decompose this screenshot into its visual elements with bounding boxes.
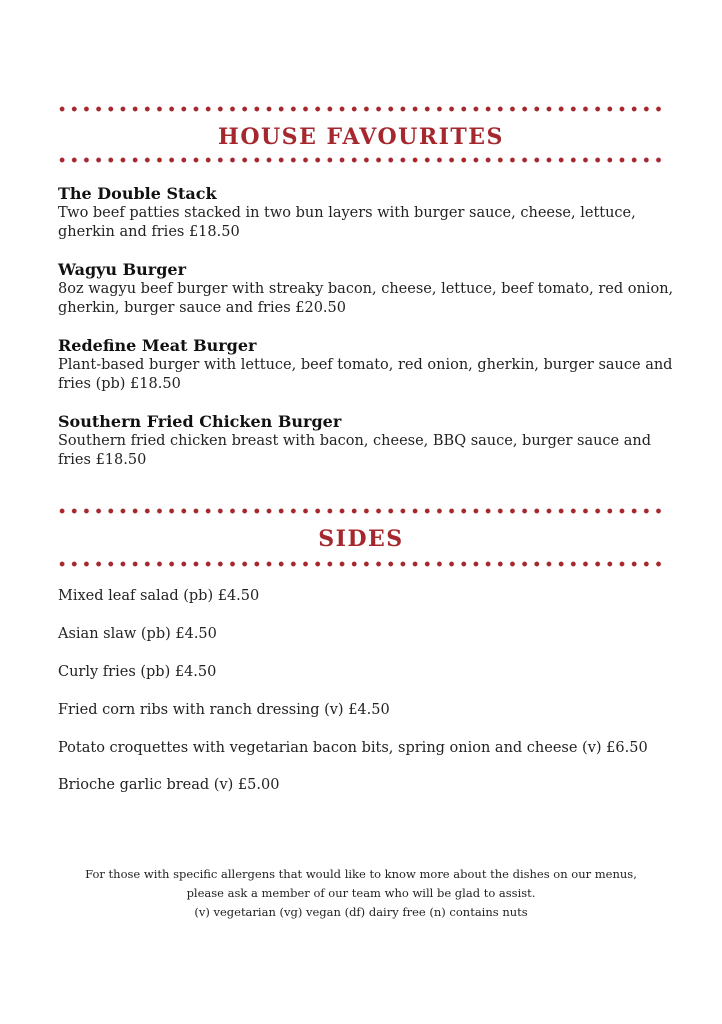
menu-item <box>58 184 668 242</box>
side-item: Potato croquettes with vegetarian bacon bits, spring onion and cheese (v) £6.50 <box>58 740 648 756</box>
item-description <box>58 280 674 318</box>
dotted-divider <box>56 508 666 514</box>
dotted-divider <box>56 561 666 567</box>
side-item: Brioche garlic bread (v) £5.00 <box>58 777 280 793</box>
footer-line: please ask a member of our team who will be glad to assist. <box>186 886 536 900</box>
menu-item <box>58 260 674 318</box>
item-description-line: gherkin, burger sauce and fries £20.50 <box>58 300 346 316</box>
dotted-divider <box>56 106 666 112</box>
item-name: Wagyu Burger <box>58 260 187 279</box>
dietary-key: (v) vegetarian (vg) vegan (df) dairy free (n) contains nuts <box>194 905 528 919</box>
item-description <box>58 356 673 394</box>
allergen-footer <box>0 865 722 922</box>
side-item: Curly fries (pb) £4.50 <box>58 664 217 680</box>
item-description-line: Plant-based burger with lettuce, beef tomato, red onion, gherkin, burger sauce and <box>58 357 673 373</box>
item-description <box>58 204 668 242</box>
menu-item <box>58 412 668 470</box>
item-description-line: fries (pb) £18.50 <box>58 376 181 392</box>
item-description-line: Two beef patties stacked in two bun layers with burger sauce, cheese, lettuce, <box>58 205 636 221</box>
side-item: Fried corn ribs with ranch dressing (v) £4.50 <box>58 702 390 718</box>
side-item: Mixed leaf salad (pb) £4.50 <box>58 588 260 604</box>
item-description <box>58 432 668 470</box>
footer-line: For those with specific allergens that would like to know more about the dishes on our menus, <box>85 867 637 881</box>
dotted-divider <box>56 157 666 163</box>
item-description-line: 8oz wagyu beef burger with streaky bacon, cheese, lettuce, beef tomato, red onion, <box>58 281 674 297</box>
item-description-line: Southern fried chicken breast with bacon, cheese, BBQ sauce, burger sauce and <box>58 433 652 449</box>
item-name: Redefine Meat Burger <box>58 336 257 355</box>
item-description-line: gherkin and fries £18.50 <box>58 224 240 240</box>
item-name: Southern Fried Chicken Burger <box>58 412 342 431</box>
menu-item <box>58 336 673 394</box>
section-heading-house-favourites: HOUSE FAVOURITES <box>218 124 504 150</box>
side-item: Asian slaw (pb) £4.50 <box>58 626 217 642</box>
item-name: The Double Stack <box>58 184 217 203</box>
section-heading-sides: SIDES <box>318 526 404 552</box>
item-description-line: fries £18.50 <box>58 452 147 468</box>
